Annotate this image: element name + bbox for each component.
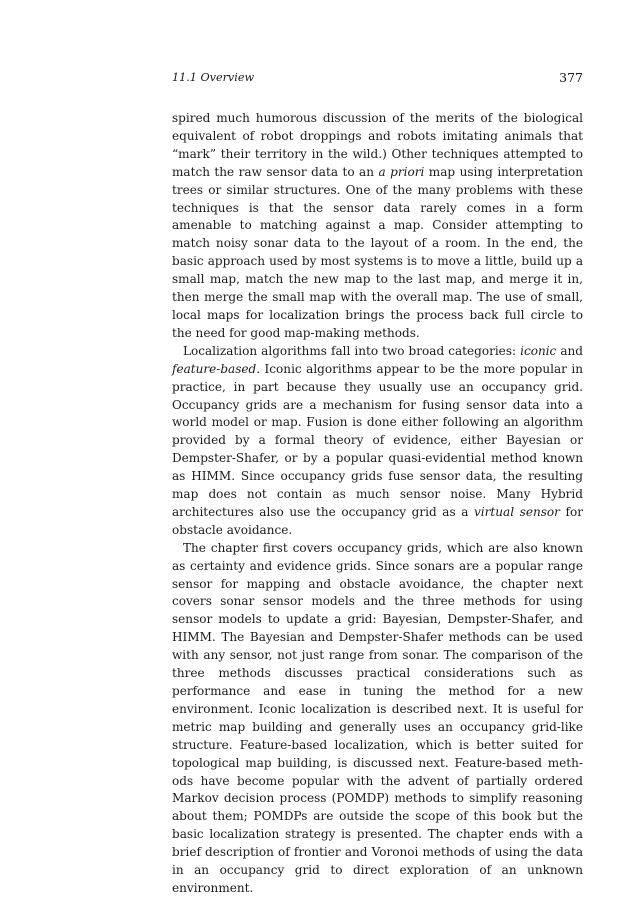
emphasis-virtual-sensor: virtual sensor xyxy=(474,504,560,519)
emphasis-a-priori: a priori xyxy=(378,164,425,179)
body-text xyxy=(172,110,583,898)
section-title: 11.1 Overview xyxy=(172,71,255,84)
running-header xyxy=(172,71,583,87)
paragraph-continued: spired much humorous discussion of the merits of the biological equivalent of robot droppings and robots imitating animals that “mark” their territory in the wild.) Other techniques attempted to match the raw sensor data to an a priori map using interpretation trees or similar structures. One of the many problems with these techniques is that the sensor data rarely comes in a form amenable to matching against a map. Consider attempting to match noisy sonar data to the layout of a room. In the end, the basic approach used by most systems is to move a little, build up a small map, match the new map to the last map, and merge it in, then merge the small map with the overall map. The use of small, local maps for localization brings the process back full circle to the need for good map-making methods. xyxy=(172,111,583,340)
page-number: 377 xyxy=(559,70,583,85)
paragraph-localization-algorithms: Localization algorithms fall into two broad categories: iconic and feature-based. Iconic algorithms appear to be the more popular in practice, in part because they usually use an occupancy grid. Occupancy grids are a mechanism for fusing sensor data into a world model or map. Fusion is done either following an algorithm provided by a formal theory of evidence, either Bayesian or Dempster-Shafer, or by a popular quasi-evidential method known as HIMM. Since occupancy grids fuse sensor data, the resulting map does not contain as much sensor noise. Many Hybrid architectures also use the occupancy grid as a virtual sensor for obstacle avoidance. xyxy=(172,343,583,537)
emphasis-feature-based: feature-based xyxy=(172,361,257,376)
emphasis-iconic: iconic xyxy=(520,343,557,358)
paragraph-chapter-overview: The chapter first covers occupancy grids, which are also known as certainty and evidence grids. Since sonars are a popular range sensor for mapping and obstacle avoidance, the chapter next covers sonar sensor models and the three methods for using sensor models to update a grid: Bayesian, Dempster-Shafer, and HIMM. The Bayesian and Dempster-Shafer methods can be used with any sensor, not just range from sonar. The comparison of the three methods discusses practical considerations such as performance and ease in tuning the method for a new environment. Iconic localization is described next. It is useful for metric map building and generally uses an occupancy grid-like structure. Feature-based localization, which is better suited for topological map building, is discussed next. Feature-based methods have become popular with the advent of partially ordered Markov decision process (POMDP) methods to simplify reasoning about them; POMDPs are outside the scope of this book but the basic localization strategy is presented. The chapter ends with a brief description of frontier and Voronoi methods of using the data in an occupancy grid to direct exploration of an unknown environment. xyxy=(172,540,583,895)
